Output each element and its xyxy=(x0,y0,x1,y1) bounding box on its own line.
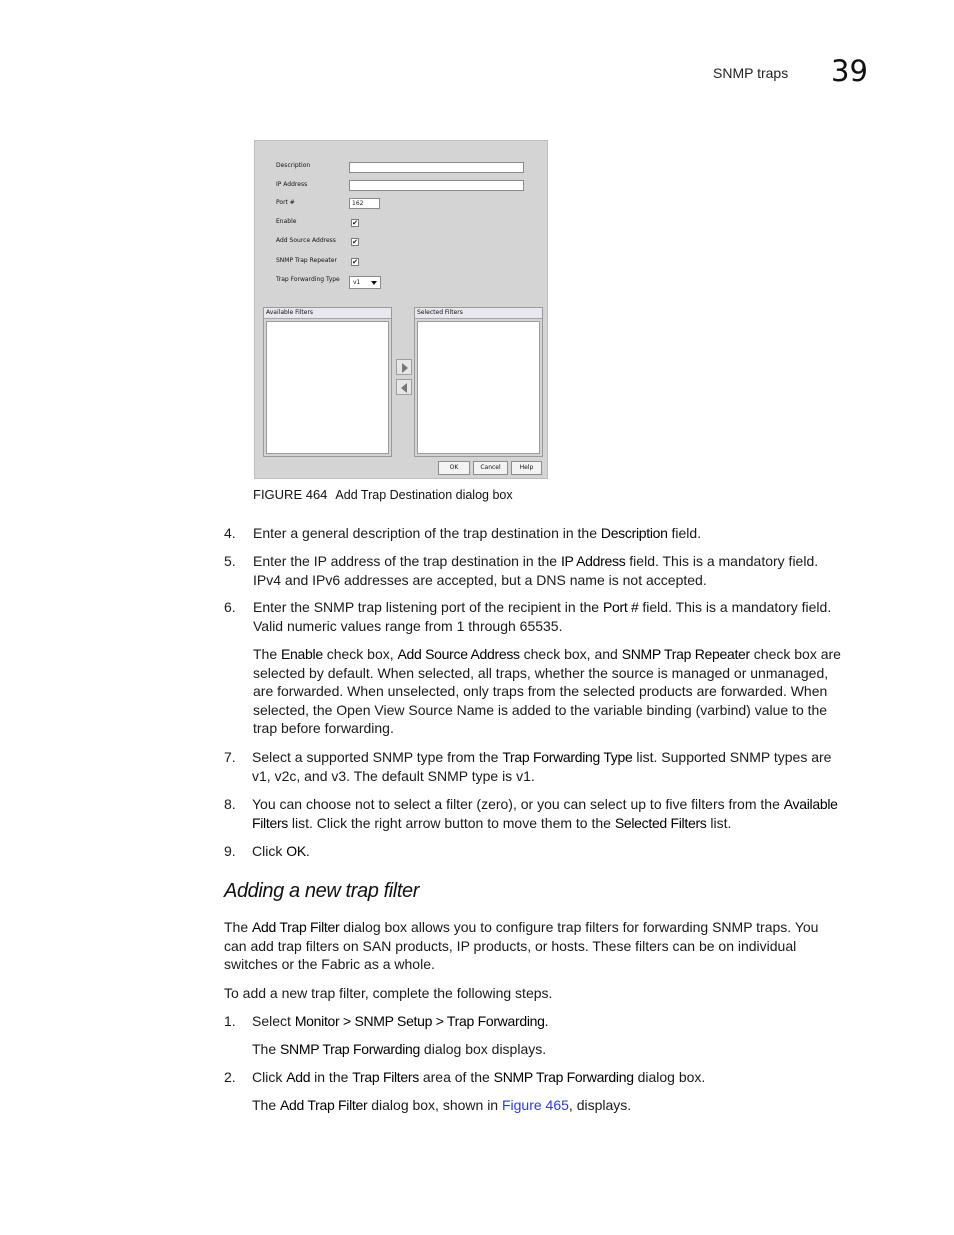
text-run: Enter the IP address of the trap destination in the xyxy=(253,553,561,569)
trap-forwarding-type-select[interactable] xyxy=(349,276,381,289)
running-header-section: SNMP traps xyxy=(713,65,789,81)
step-number: 6. xyxy=(224,599,236,615)
figure-title: Add Trap Destination dialog box xyxy=(335,488,513,502)
text-run: can add trap filters on SAN products, IP products, or hosts. These filters can be on individual xyxy=(224,937,797,954)
text-run: switches or the Fabric as a whole. xyxy=(224,956,435,972)
trap-forwarding-type-label: Trap Forwarding Type xyxy=(276,276,340,283)
text-run: Enter a general description of the trap destination in the xyxy=(253,525,601,541)
text-run: Valid numeric values range from 1 through 65535. xyxy=(253,617,563,634)
ui-term: Add Trap Filter xyxy=(252,919,340,935)
ui-term: Add Trap Filter xyxy=(280,1097,368,1113)
step-result xyxy=(252,1096,631,1115)
ui-term: Port # xyxy=(602,599,639,615)
add-source-address-checkbox[interactable]: ✔ xyxy=(352,238,358,246)
text-run: check box, xyxy=(322,646,398,662)
step-number: 9. xyxy=(224,843,236,859)
ui-term: SNMP Trap Repeater xyxy=(621,646,750,662)
text-run: dialog box allows you to configure trap filters for forwarding SNMP traps. You xyxy=(339,919,819,935)
ui-term: OK xyxy=(286,843,306,859)
text-run: area of the xyxy=(418,1069,494,1085)
snmp-trap-repeater-label: SNMP Trap Repeater xyxy=(276,257,337,264)
figure-465-link[interactable]: Figure 465 xyxy=(501,1097,569,1113)
section-heading: Adding a new trap filter xyxy=(224,880,419,902)
text-run: v1, v2c, and v3. The default SNMP type is v1. xyxy=(252,767,535,784)
step-number: 5. xyxy=(224,553,236,569)
ui-term: Monitor > SNMP Setup > Trap Forwarding xyxy=(294,1013,545,1029)
available-filters-header: Available Filters xyxy=(264,308,391,319)
ui-term: SNMP Trap Forwarding xyxy=(280,1041,421,1057)
text-run: Click xyxy=(252,843,287,859)
selected-filters-header: Selected Filters xyxy=(415,308,542,319)
intro-paragraph: To add a new trap filter, complete the following steps. xyxy=(224,985,553,1001)
snmp-trap-repeater-checkbox[interactable]: ✔ xyxy=(352,258,358,266)
text-run: . xyxy=(305,843,310,859)
ip-address-input[interactable] xyxy=(349,180,524,191)
text-run: check box are xyxy=(749,646,841,662)
arrow-left-icon xyxy=(401,383,407,393)
text-run: Select xyxy=(252,1013,295,1029)
step-text xyxy=(252,795,838,832)
text-run: . xyxy=(544,1013,549,1029)
figure-number: FIGURE 464 xyxy=(253,487,328,502)
ui-term: Add Source Address xyxy=(397,646,520,662)
ui-term: Selected Filters xyxy=(614,814,707,831)
port-label: Port # xyxy=(276,199,295,206)
available-filters-body[interactable] xyxy=(266,321,389,454)
text-run: check box, and xyxy=(519,646,622,662)
text-run: The xyxy=(252,1097,281,1113)
text-run: field. This is a mandatory field. xyxy=(625,553,819,569)
enable-label: Enable xyxy=(276,218,297,225)
text-run: You can choose not to select a filter (zero), or you can select up to five filters from the xyxy=(252,796,784,812)
text-run: The xyxy=(224,919,253,935)
text-run: dialog box, shown in xyxy=(367,1097,502,1113)
ip-address-label: IP Address xyxy=(276,181,308,188)
ui-term: Trap Forwarding Type xyxy=(502,749,633,765)
chevron-down-icon xyxy=(371,281,377,285)
text-run: in the xyxy=(310,1069,353,1085)
add-source-address-label: Add Source Address xyxy=(276,237,336,244)
port-input[interactable]: 162 xyxy=(349,198,380,209)
ui-term: Enable xyxy=(281,646,323,662)
description-label: Description xyxy=(276,162,311,169)
add-trap-destination-dialog xyxy=(254,140,548,479)
text-run: Enter the SNMP trap listening port of the recipient in the xyxy=(253,599,603,615)
trap-forwarding-type-value: v1 xyxy=(353,279,361,286)
figure-caption xyxy=(253,487,513,502)
step-text xyxy=(252,1012,549,1031)
text-run: dialog box. xyxy=(633,1069,706,1085)
step-number: 7. xyxy=(224,749,236,765)
step-number: 2. xyxy=(224,1069,236,1085)
ui-term: Available xyxy=(783,796,838,812)
move-right-button[interactable] xyxy=(396,359,412,375)
step-text xyxy=(252,842,310,861)
text-run: Click xyxy=(252,1069,287,1085)
step-text xyxy=(252,748,831,785)
text-run: list. Click the right arrow button to move them to the xyxy=(288,814,615,831)
add-trap-filter-paragraph xyxy=(224,918,818,974)
selected-filters-body[interactable] xyxy=(417,321,540,454)
step-text xyxy=(253,598,831,635)
text-run: dialog box displays. xyxy=(420,1041,547,1057)
enable-paragraph xyxy=(253,645,841,738)
step-number: 4. xyxy=(224,525,236,541)
step-text xyxy=(253,524,701,543)
description-input[interactable] xyxy=(349,162,524,173)
step-result xyxy=(252,1040,546,1059)
text-run: , displays. xyxy=(568,1097,632,1113)
text-run: Select a supported SNMP type from the xyxy=(252,749,503,765)
step-number: 1. xyxy=(224,1013,236,1029)
cancel-button[interactable]: Cancel xyxy=(473,461,508,475)
selected-filters-list[interactable] xyxy=(414,307,543,457)
move-left-button[interactable] xyxy=(396,379,412,395)
ok-button[interactable]: OK xyxy=(438,461,470,475)
text-run: field. This is a mandatory field. xyxy=(638,599,832,615)
ui-term: Description xyxy=(600,525,668,541)
text-run: The xyxy=(252,1041,281,1057)
help-button[interactable]: Help xyxy=(511,461,542,475)
text-run: list. Supported SNMP types are xyxy=(632,749,832,765)
text-run: selected by default. When selected, all traps, whether the source is managed or unmanaged, xyxy=(253,664,829,681)
step-text xyxy=(252,1068,705,1087)
ui-term: Trap Filters xyxy=(352,1069,419,1085)
ui-term: SNMP Trap Forwarding xyxy=(493,1069,634,1085)
text-run: IPv4 and IPv6 addresses are accepted, but a DNS name is not accepted. xyxy=(253,571,707,588)
text-run: field. xyxy=(667,525,702,541)
step-number: 8. xyxy=(224,796,236,812)
chapter-number: 39 xyxy=(831,54,868,88)
step-text xyxy=(253,552,818,589)
ui-term: IP Address xyxy=(560,553,626,569)
enable-checkbox[interactable]: ✔ xyxy=(352,219,358,227)
ui-term: Add xyxy=(286,1069,311,1085)
available-filters-list[interactable] xyxy=(263,307,392,457)
ui-term: Filters xyxy=(252,814,289,831)
text-run: trap before forwarding. xyxy=(253,720,394,736)
arrow-right-icon xyxy=(402,363,408,373)
text-run: list. xyxy=(706,814,732,831)
text-run: The xyxy=(253,646,282,662)
text-run: selected, the Open View Source Name is added to the variable binding (varbind) value to the xyxy=(253,701,828,718)
text-run: are forwarded. When unselected, only traps from the selected products are forwarded. When xyxy=(253,683,828,699)
